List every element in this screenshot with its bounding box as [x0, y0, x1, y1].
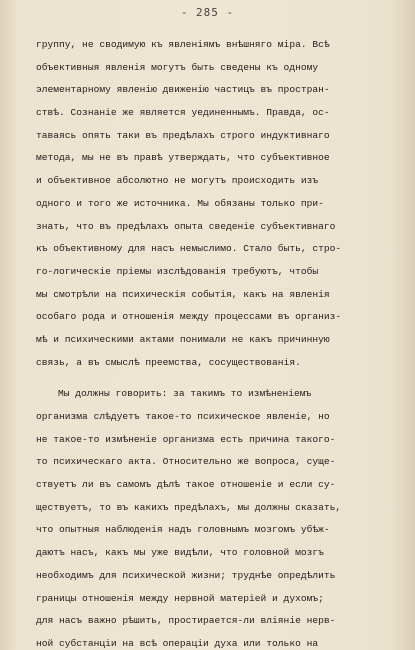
text-line: даютъ насъ, какъ мы уже видѣли, что головной мозгъ [36, 547, 324, 559]
text-line: го-логическіе пріемы изслѣдованія требуютъ, чтобы [36, 265, 319, 277]
text-line: объективныя явленія могутъ быть сведены къ одному [36, 61, 319, 73]
text-line: ществуетъ, то въ какихъ предѣлахъ, мы должны сказать, [36, 501, 342, 513]
paragraph-1 [36, 34, 366, 374]
paragraph-2 [36, 383, 366, 650]
text-line: что опытныя наблюденія надъ головнымъ мозгомъ убѣж- [36, 524, 330, 536]
text-line: метода, мы не въ правѣ утверждать, что субъективное [36, 152, 330, 164]
text-line: ствѣ. Сознаніе же является уединеннымъ. Правда, ос- [36, 107, 330, 119]
text-line: мы смотрѣли на психическія событія, какъ на явленія [36, 288, 330, 300]
text-line: то психическаго акта. Относительно же вопроса, суще- [36, 456, 336, 468]
text-line: мѣ и психическими актами понимали не какъ причинную [36, 333, 330, 345]
text-line: и объективное абсолютно не могутъ происходить изъ [36, 175, 319, 187]
text-line: особаго рода и отношенія между процессами въ организ- [36, 311, 342, 323]
text-line: знать, что въ предѣлахъ опыта сведеніе субъективнаго [36, 220, 336, 232]
text-line: связь, а въ смыслѣ преемства, сосуществованія. [36, 356, 301, 368]
text-line: необходимъ для психической жизни; труднѣе опредѣлить [36, 569, 336, 581]
text-line: группу, не сводимую къ явленіямъ внѣшняго міра. Всѣ [36, 39, 330, 50]
text-line: организма слѣдуетъ такое-то психическое явленіе, но [36, 411, 330, 422]
paragraph-gap [36, 374, 366, 383]
page-number: - 285 - [180, 6, 235, 19]
text-line: одного и того же источника. Мы обязаны только при- [36, 197, 324, 209]
text-line: элементарному явленію движенію частицъ въ простран- [36, 84, 330, 96]
text-line: границы отношенія между нервной матеріей и духомъ; [36, 592, 324, 604]
text-line: къ объективному для насъ немыслимо. Стало быть, стро- [36, 243, 342, 255]
text-line: не такое-то измѣненіе организма есть причина такого- [36, 433, 336, 445]
body-text [36, 34, 366, 650]
text-line: Мы должны говорить: за такимъ то измѣненіемъ [58, 388, 312, 400]
text-line: ствуетъ ли въ самомъ дѣлѣ такое отношеніе и если су- [36, 479, 336, 491]
text-line: для насъ важно рѣшить, простирается-ли вліяніе нерв- [36, 615, 336, 627]
text-line: таваясь опять таки въ предѣлахъ строго индуктивнаго [36, 129, 330, 141]
text-line: ной субстанціи на всѣ операціи духа или только на [36, 637, 319, 649]
